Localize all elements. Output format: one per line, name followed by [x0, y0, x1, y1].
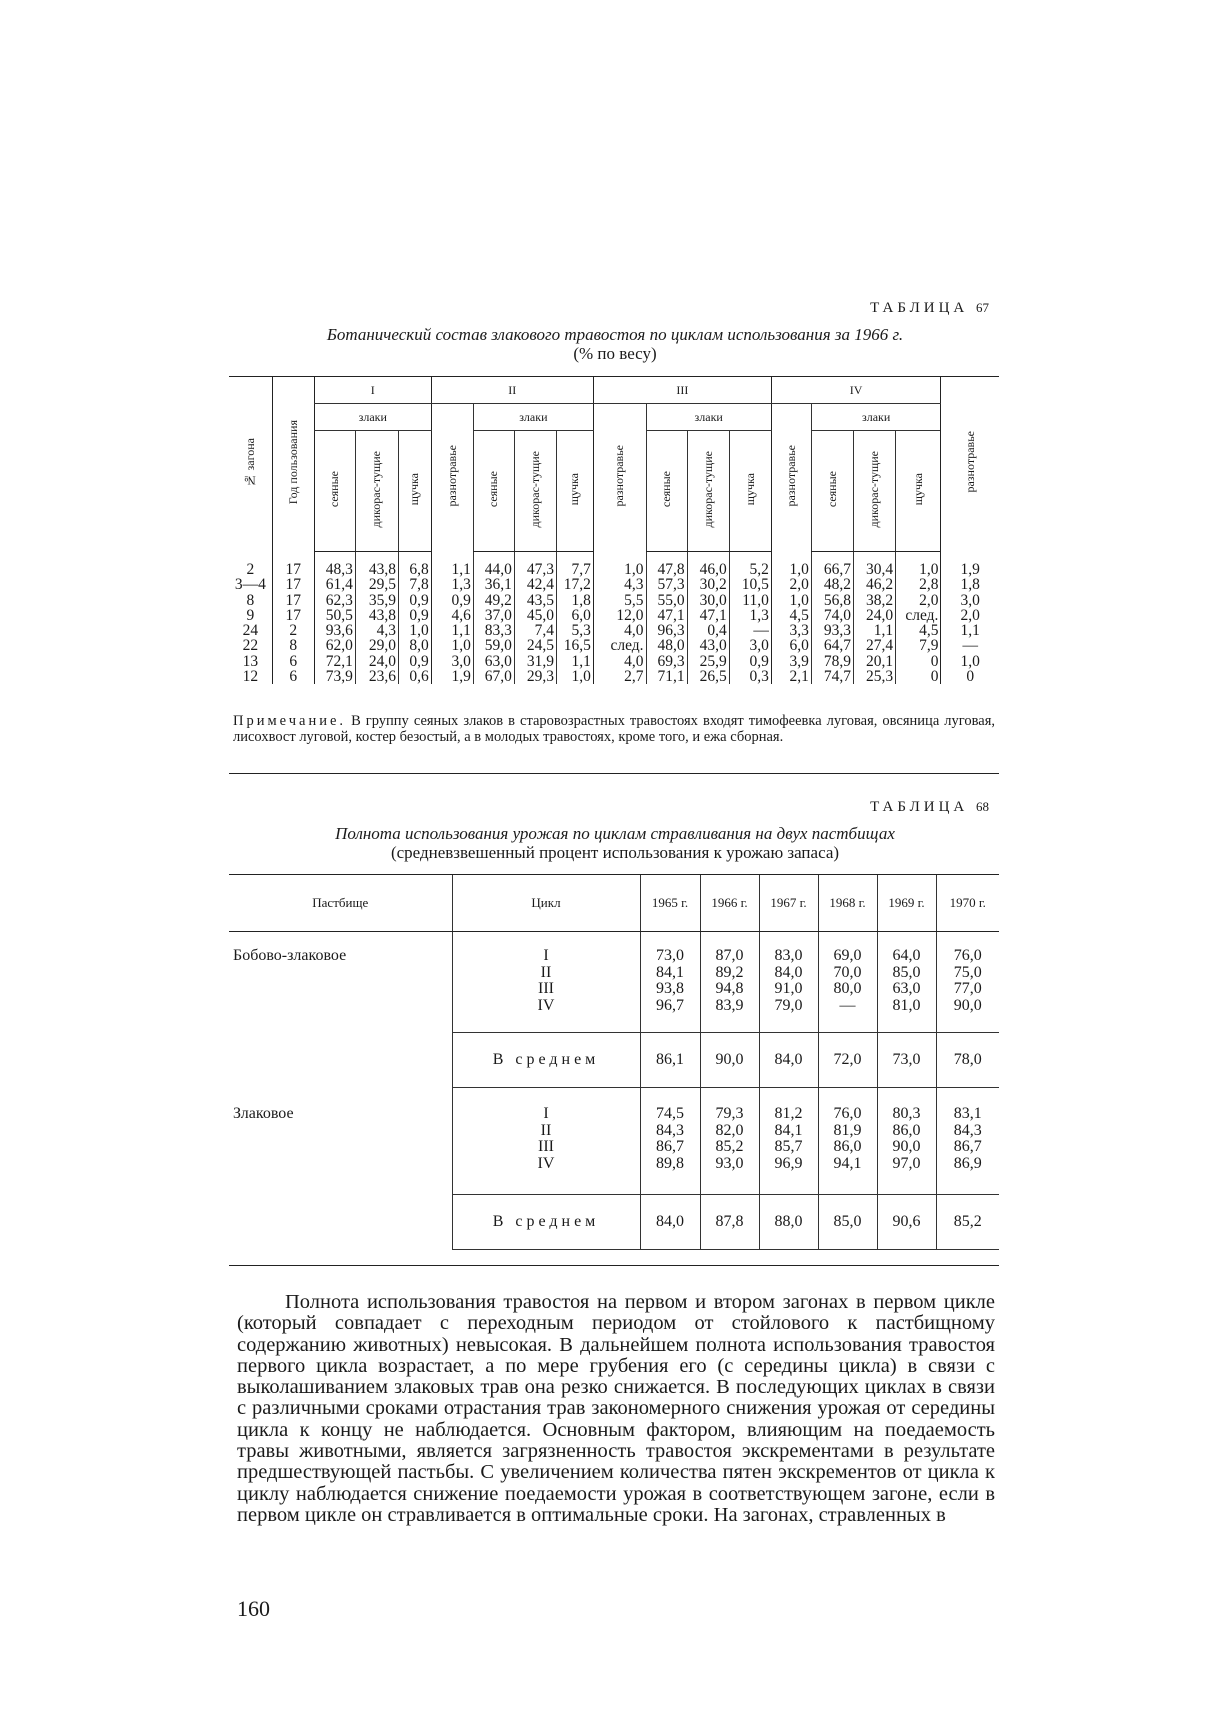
value-cell: 0,9	[399, 654, 432, 669]
value-cell: 79,3	[715, 1105, 744, 1122]
value-cell: 27,4	[853, 638, 895, 653]
value-cell: 81,2	[774, 1105, 803, 1122]
value-cell: 4,0	[593, 623, 646, 638]
header-paddock: № загона	[242, 437, 257, 487]
table68	[229, 874, 999, 1250]
header-year-1968: 1968 г.	[818, 875, 877, 932]
value-cell: 6,0	[557, 608, 594, 623]
value-cell: 62,0	[314, 638, 355, 653]
value-cell: 0,9	[729, 654, 771, 669]
cycle-label: III	[538, 1138, 554, 1155]
value-cell: 91,0	[774, 980, 803, 997]
value-cell: 81,9	[833, 1121, 862, 1139]
value-cell: 73,9	[314, 669, 355, 684]
header-tussock: щучка	[407, 472, 422, 506]
value-cell: 82,0	[715, 1121, 744, 1139]
value-cell: 2,8	[896, 577, 941, 592]
value-cell: 59,0	[473, 638, 514, 653]
value-cell: 72,1	[314, 654, 355, 669]
value-cell: 4,3	[593, 577, 646, 592]
value-cell: 17,2	[557, 577, 594, 592]
value-cell: 26,5	[687, 669, 729, 684]
value-cell: 2,7	[593, 669, 646, 684]
header-forbs-1: разнотравье	[444, 444, 459, 507]
table68-caption	[230, 824, 1000, 862]
value-cell: 73,0	[656, 947, 684, 964]
value-cell: 35,9	[355, 593, 398, 608]
value-cell: 1,0	[399, 623, 432, 638]
value-cell: 30,2	[687, 577, 729, 592]
cycle-label: II	[540, 1121, 552, 1139]
value-cell: 0	[896, 654, 941, 669]
value-cell: 3,0	[431, 654, 473, 669]
value-cell: 29,3	[514, 669, 556, 684]
value-cell: 48,3	[314, 552, 355, 578]
value-cell: 50,5	[314, 608, 355, 623]
value-cell: 0,9	[399, 593, 432, 608]
value-cell: 42,4	[514, 577, 556, 592]
value-cell: 16,5	[557, 638, 594, 653]
year-values	[759, 932, 818, 1033]
value-cell: 31,9	[514, 654, 556, 669]
year-cell: 17	[272, 552, 314, 578]
year-values	[818, 1088, 877, 1195]
value-cell: 74,5	[656, 1105, 684, 1122]
value-cell: 0,9	[399, 608, 432, 623]
value-cell: 96,3	[646, 623, 687, 638]
header-year-1966: 1966 г.	[700, 875, 759, 932]
table-row	[229, 608, 999, 623]
value-cell: 70,0	[833, 963, 862, 981]
table-row	[229, 552, 999, 578]
value-cell: 86,7	[953, 1138, 982, 1155]
table67-label: ТАБЛИЦА 67	[870, 300, 989, 316]
average-value: 90,6	[877, 1195, 936, 1250]
note-label: Примечание.	[233, 713, 347, 729]
value-cell: 87,0	[715, 947, 744, 964]
value-cell: 76,0	[953, 947, 982, 964]
table-row	[229, 593, 999, 608]
value-cell: 1,8	[941, 577, 999, 592]
value-cell: 84,0	[774, 963, 803, 981]
value-cell: 47,1	[687, 608, 729, 623]
year-cell: 2	[272, 623, 314, 638]
header-wild: дикорас-тущие	[369, 450, 384, 528]
value-cell: 93,3	[811, 623, 853, 638]
header-grasses-4: злаки	[811, 404, 941, 431]
header-forbs-2: разнотравье	[612, 444, 627, 507]
value-cell: 30,0	[687, 593, 729, 608]
table68-title: Полнота использования урожая по циклам стравливания на двух пастбищах	[335, 824, 895, 843]
value-cell: 79,0	[774, 996, 803, 1014]
value-cell: 86,9	[953, 1154, 982, 1172]
value-cell: 23,6	[355, 669, 398, 684]
average-value: 88,0	[759, 1195, 818, 1250]
value-cell: —	[941, 638, 999, 653]
value-cell: 57,3	[646, 577, 687, 592]
value-cell: 3,0	[941, 593, 999, 608]
note-text: В группу сеяных злаков в старовозрастных травостоях входят тимофеевка луговая, овсяница луговая, лисохвост луговой, костер безостый, а в молодых травостоях, кроме того, и ежа сборная.	[233, 713, 995, 745]
paddock-cell: 22	[242, 637, 259, 655]
value-cell: 1,1	[853, 623, 895, 638]
value-cell: 94,8	[715, 980, 744, 997]
value-cell: 1,0	[593, 552, 646, 578]
year-cell: 6	[272, 669, 314, 684]
value-cell: 5,2	[729, 552, 771, 578]
value-cell: 1,1	[431, 623, 473, 638]
value-cell: 5,5	[593, 593, 646, 608]
value-cell: 85,2	[715, 1138, 744, 1155]
table67-subtitle: (% по весу)	[573, 344, 657, 363]
page-number: 160	[237, 1596, 270, 1621]
year-values	[700, 1088, 759, 1195]
value-cell: 61,4	[314, 577, 355, 592]
header-cycle: Цикл	[452, 875, 640, 932]
value-cell: 86,0	[892, 1121, 921, 1139]
header-cycle-4: IV	[771, 377, 941, 404]
year-values	[700, 932, 759, 1033]
value-cell: 7,7	[557, 552, 594, 578]
table-row	[229, 654, 999, 669]
value-cell: 7,9	[896, 638, 941, 653]
paddock-cell: 13	[242, 652, 259, 670]
value-cell: 1,0	[771, 593, 811, 608]
paddock-cell: 8	[246, 591, 255, 609]
value-cell: 2,0	[941, 608, 999, 623]
cycle-label: I	[543, 1105, 549, 1122]
header-year-1970: 1970 г.	[936, 875, 999, 932]
value-cell: 86,0	[833, 1138, 862, 1155]
value-cell: 85,7	[774, 1138, 803, 1155]
header-sown: сеяные	[327, 470, 342, 508]
pasture-name: Злаковое	[233, 1104, 294, 1122]
header-tussock: щучка	[567, 472, 582, 506]
value-cell: 74,0	[811, 608, 853, 623]
value-cell: 0,3	[729, 669, 771, 684]
table-row	[229, 638, 999, 653]
value-cell: 90,0	[953, 996, 982, 1014]
value-cell: 77,0	[953, 980, 982, 997]
value-cell: 1,3	[431, 577, 473, 592]
header-year: Год пользования	[285, 420, 300, 505]
value-cell: 74,7	[811, 669, 853, 684]
value-cell: 81,0	[892, 996, 921, 1014]
value-cell: 71,1	[646, 669, 687, 684]
header-forbs-3: разнотравье	[783, 444, 798, 507]
table-row	[229, 669, 999, 684]
table68-label: ТАБЛИЦА 68	[870, 799, 989, 815]
value-cell: 62,3	[314, 593, 355, 608]
value-cell: 1,8	[557, 593, 594, 608]
year-cell: 6	[272, 654, 314, 669]
header-grasses-3: злаки	[646, 404, 771, 431]
average-value: 73,0	[877, 1033, 936, 1088]
header-year-1967: 1967 г.	[759, 875, 818, 932]
table68-subtitle: (средневзвешенный процент использования к урожаю запаса)	[390, 843, 840, 862]
value-cell: 6,0	[771, 638, 811, 653]
value-cell: 69,0	[833, 947, 862, 964]
value-cell: 25,9	[687, 654, 729, 669]
value-cell: 46,2	[853, 577, 895, 592]
cycle-label: II	[540, 963, 552, 981]
paddock-cell: 9	[246, 606, 255, 624]
value-cell: 84,3	[953, 1121, 982, 1139]
table-row	[229, 623, 999, 638]
year-values	[936, 1088, 999, 1195]
value-cell: 6,8	[399, 552, 432, 578]
average-value: 86,1	[640, 1033, 700, 1088]
value-cell: 10,5	[729, 577, 771, 592]
value-cell: 0	[896, 669, 941, 684]
value-cell: 56,8	[811, 593, 853, 608]
value-cell: 29,5	[355, 577, 398, 592]
year-values	[759, 1088, 818, 1195]
value-cell: 11,0	[729, 593, 771, 608]
average-value: 85,0	[818, 1195, 877, 1250]
paddock-cell: 24	[242, 622, 259, 640]
year-values	[877, 1088, 936, 1195]
cycle-label: IV	[537, 1154, 555, 1172]
value-cell: 1,9	[941, 552, 999, 578]
value-cell: 75,0	[953, 963, 982, 981]
year-cell: 17	[272, 608, 314, 623]
header-pasture: Пастбище	[229, 875, 452, 932]
value-cell: 3,0	[729, 638, 771, 653]
value-cell: 0,4	[687, 623, 729, 638]
value-cell: 63,0	[473, 654, 514, 669]
value-cell: 4,6	[431, 608, 473, 623]
value-cell: 1,1	[431, 552, 473, 578]
value-cell: 1,9	[431, 669, 473, 684]
value-cell: 24,0	[853, 608, 895, 623]
table67-caption	[230, 325, 1000, 363]
value-cell: 1,0	[941, 654, 999, 669]
value-cell: 83,1	[953, 1105, 982, 1122]
average-row	[229, 1195, 999, 1250]
value-cell: 12,0	[593, 608, 646, 623]
header-wild: дикорас-тущие	[700, 450, 715, 528]
value-cell: 49,2	[473, 593, 514, 608]
header-year-1965: 1965 г.	[640, 875, 700, 932]
value-cell: 43,8	[355, 608, 398, 623]
value-cell: 2,0	[896, 593, 941, 608]
value-cell: 93,8	[656, 980, 684, 997]
value-cell: 8,0	[399, 638, 432, 653]
table67-note	[233, 713, 995, 745]
value-cell: 89,2	[715, 963, 744, 981]
table67-body	[229, 552, 999, 685]
value-cell: 0	[941, 669, 999, 684]
pasture-block	[229, 932, 999, 1033]
value-cell: 97,0	[892, 1154, 921, 1172]
value-cell: 93,6	[314, 623, 355, 638]
paddock-cell: 12	[242, 668, 259, 686]
table67-title: Ботанический состав злакового травостоя по циклам использования за 1966 г.	[326, 325, 904, 344]
year-values	[936, 932, 999, 1033]
value-cell: 48,0	[646, 638, 687, 653]
cycle-list	[452, 932, 640, 1033]
value-cell: 2,1	[771, 669, 811, 684]
header-sown: сеяные	[659, 470, 674, 508]
value-cell: 78,9	[811, 654, 853, 669]
value-cell: 47,1	[646, 608, 687, 623]
header-forbs-final: разнотравье	[962, 431, 977, 493]
value-cell: 7,4	[514, 623, 556, 638]
year-cell: 17	[272, 577, 314, 592]
value-cell: 1,0	[431, 638, 473, 653]
year-values	[877, 932, 936, 1033]
cycle-label: III	[538, 980, 554, 997]
value-cell: 1,0	[771, 552, 811, 578]
value-cell: 93,0	[715, 1154, 744, 1172]
header-tussock: щучка	[742, 472, 757, 506]
header-tussock: щучка	[910, 472, 925, 506]
header-grasses-2: злаки	[473, 404, 593, 431]
value-cell: 1,0	[896, 552, 941, 578]
header-cycle-2: II	[431, 377, 593, 404]
value-cell: 47,8	[646, 552, 687, 578]
average-value: 84,0	[759, 1033, 818, 1088]
average-label: В среднем	[452, 1033, 640, 1088]
value-cell: 46,0	[687, 552, 729, 578]
body-paragraph: Полнота использования травостоя на первом и втором загонах в первом цикле (который совпадает с переходным периодом от стойлового к пастбищному содержанию животных) невысокая. В дальнейшем полнота использования травостоя первого цикла возрастает, а по мере грубения его (с середины цикла) в связи с выколашиванием злаковых трав она резко снижается. В последующих циклах в связи с различными сроками отрастания трав закономерного снижения урожая от середины цикла к концу не наблюдается. Основным фактором, влияющим на поедаемость травы животными, является загрязненность травостоя экскрементами в результате предшествующей пастьбы. С увеличением количества пятен экскрементов от цикла к циклу наблюдается снижение поедаемости урожая в соответствующем загоне, если в первом цикле он стравливается в оптимальные сроки. На загонах, стравленных в	[237, 1291, 995, 1526]
value-cell: 84,1	[656, 963, 684, 981]
value-cell: 5,3	[557, 623, 594, 638]
value-cell: 89,8	[656, 1154, 684, 1172]
average-label: В среднем	[452, 1195, 640, 1250]
table68-bottom-rule	[229, 1265, 999, 1266]
spacer-cell	[229, 1033, 452, 1088]
value-cell: 29,0	[355, 638, 398, 653]
value-cell: 38,2	[853, 593, 895, 608]
value-cell: 66,7	[811, 552, 853, 578]
value-cell: 25,3	[853, 669, 895, 684]
value-cell: 44,0	[473, 552, 514, 578]
year-values	[640, 1088, 700, 1195]
value-cell: 24,5	[514, 638, 556, 653]
header-grasses-1: злаки	[314, 404, 431, 431]
paddock-cell: 3—4	[234, 576, 266, 594]
value-cell: 96,9	[774, 1154, 803, 1172]
cycle-label: IV	[537, 996, 555, 1014]
value-cell: —	[729, 623, 771, 638]
average-value: 78,0	[936, 1033, 999, 1088]
value-cell: 1,1	[557, 654, 594, 669]
value-cell: 85,0	[892, 963, 921, 981]
value-cell: 64,7	[811, 638, 853, 653]
value-cell: 96,7	[656, 996, 684, 1014]
value-cell: 1,0	[557, 669, 594, 684]
header-year-1969: 1969 г.	[877, 875, 936, 932]
year-values	[640, 932, 700, 1033]
pasture-name: Бобово-злаковое	[233, 947, 347, 964]
year-cell: 17	[272, 593, 314, 608]
value-cell: 30,4	[853, 552, 895, 578]
year-cell: 8	[272, 638, 314, 653]
value-cell: 1,1	[941, 623, 999, 638]
value-cell: 55,0	[646, 593, 687, 608]
value-cell: 24,0	[355, 654, 398, 669]
value-cell: 3,3	[771, 623, 811, 638]
average-value: 85,2	[936, 1195, 999, 1250]
header-sown: сеяные	[824, 470, 839, 508]
value-cell: 43,0	[687, 638, 729, 653]
value-cell: 84,1	[774, 1121, 803, 1139]
value-cell: 36,1	[473, 577, 514, 592]
value-cell: 4,5	[896, 623, 941, 638]
value-cell: 83,3	[473, 623, 514, 638]
average-value: 72,0	[818, 1033, 877, 1088]
value-cell: 83,0	[774, 947, 803, 964]
table67	[229, 376, 999, 684]
value-cell: 69,3	[646, 654, 687, 669]
value-cell: 64,0	[892, 947, 921, 964]
value-cell: 76,0	[833, 1105, 862, 1122]
value-cell: 90,0	[892, 1138, 921, 1155]
header-wild: дикорас-тущие	[527, 450, 542, 528]
value-cell: 80,0	[833, 980, 862, 997]
average-row	[229, 1033, 999, 1088]
value-cell: 2,0	[771, 577, 811, 592]
value-cell: 83,9	[715, 996, 744, 1014]
value-cell: след.	[896, 608, 941, 623]
header-wild: дикорас-тущие	[867, 450, 882, 528]
value-cell: 20,1	[853, 654, 895, 669]
value-cell: 84,3	[656, 1121, 684, 1139]
value-cell: 4,3	[355, 623, 398, 638]
value-cell: 63,0	[892, 980, 921, 997]
header-cycle-3: III	[593, 377, 771, 404]
value-cell: 86,7	[656, 1138, 684, 1155]
value-cell: след.	[593, 638, 646, 653]
pasture-block	[229, 1088, 999, 1195]
table-row	[229, 577, 999, 592]
value-cell: 4,5	[771, 608, 811, 623]
section-divider	[229, 773, 999, 774]
value-cell: 47,3	[514, 552, 556, 578]
value-cell: 67,0	[473, 669, 514, 684]
table68-body	[229, 932, 999, 1250]
average-value: 84,0	[640, 1195, 700, 1250]
average-value: 87,8	[700, 1195, 759, 1250]
value-cell: 3,9	[771, 654, 811, 669]
paddock-cell: 2	[246, 560, 255, 578]
value-cell: 94,1	[833, 1154, 862, 1172]
value-cell: 48,2	[811, 577, 853, 592]
value-cell: 4,0	[593, 654, 646, 669]
value-cell: 45,0	[514, 608, 556, 623]
value-cell: 0,6	[399, 669, 432, 684]
value-cell: —	[839, 996, 856, 1014]
value-cell: 37,0	[473, 608, 514, 623]
cycle-label: I	[543, 947, 549, 964]
header-sown: сеяные	[486, 470, 501, 508]
value-cell: 80,3	[892, 1105, 921, 1122]
header-cycle-1: I	[314, 377, 431, 404]
year-values	[818, 932, 877, 1033]
spacer-cell	[229, 1195, 452, 1250]
cycle-list	[452, 1088, 640, 1195]
average-value: 90,0	[700, 1033, 759, 1088]
value-cell: 43,8	[355, 552, 398, 578]
value-cell: 1,3	[729, 608, 771, 623]
value-cell: 7,8	[399, 577, 432, 592]
value-cell: 0,9	[431, 593, 473, 608]
value-cell: 43,5	[514, 593, 556, 608]
